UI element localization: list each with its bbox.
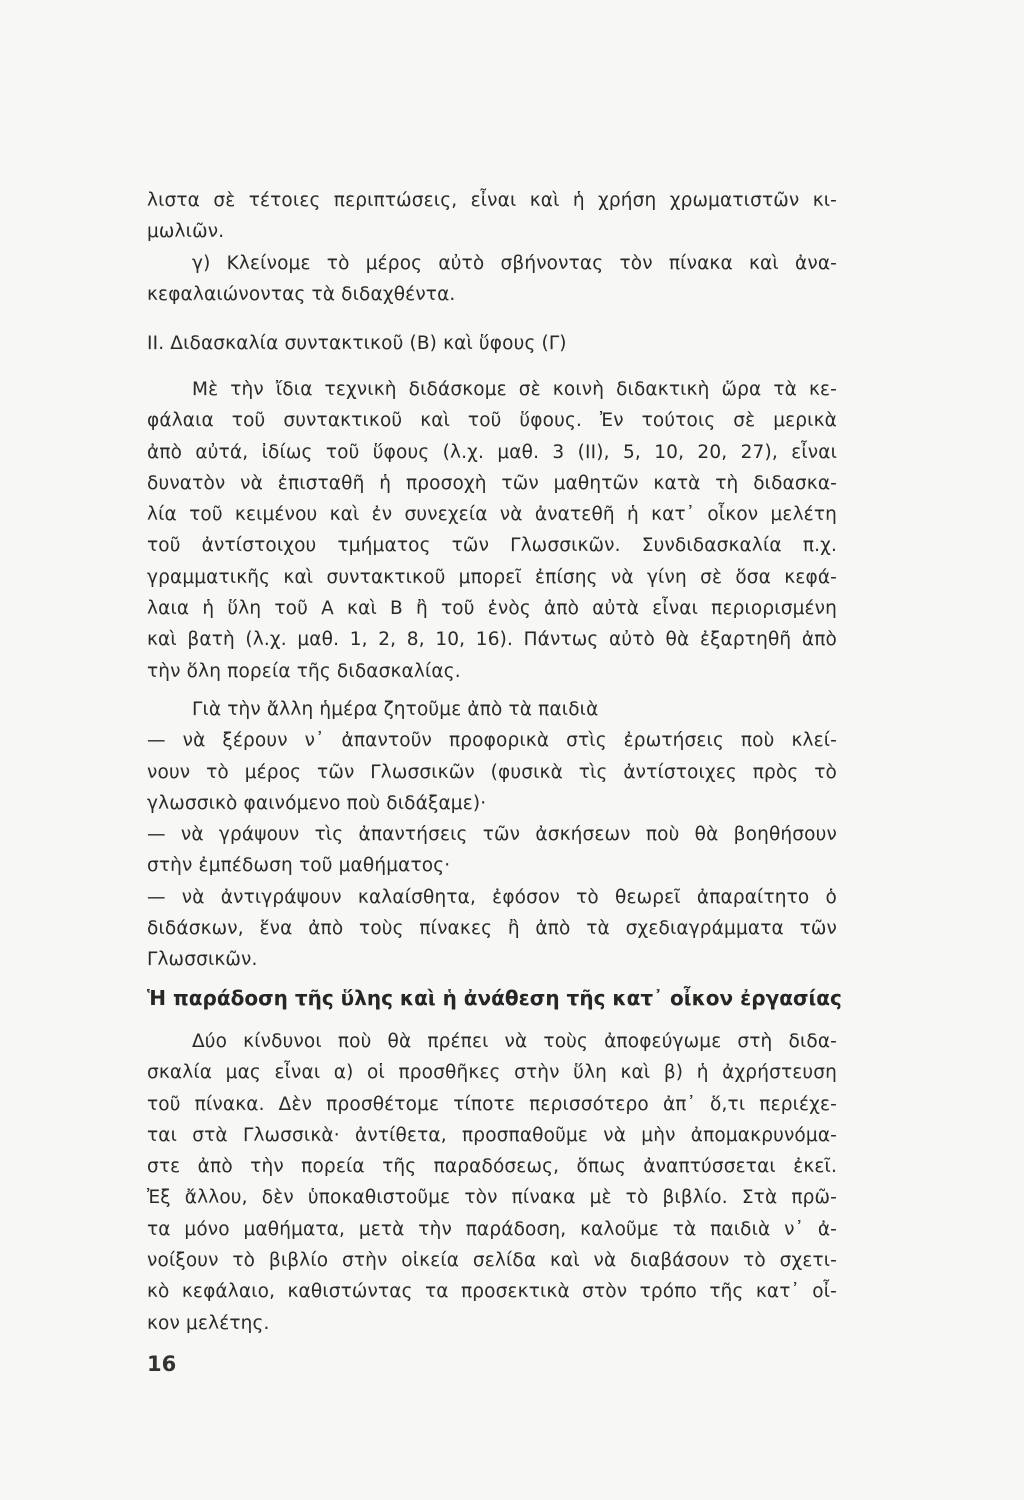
page-number: 16 [147,1352,177,1376]
text-line: λία τοῦ κειμένου καὶ ἐν συνεχεία νὰ ἀνατεθῆ ἡ κατ᾽ οἶκον μελέτη [147,504,837,526]
text-line: τοῦ ἀντίστοιχου τμήματος τῶν Γλωσσικῶν. Συνδιδασκαλία π.χ. [147,535,837,557]
text-line: κὸ κεφάλαιο, καθιστώντας τα προσεκτικὰ στὸν τρόπο τῆς κατ᾽ οἶ- [147,1281,837,1303]
text-line: φάλαια τοῦ συντακτικοῦ καὶ τοῦ ὕφους. Ἐν τούτοις σὲ μερικὰ [147,410,837,432]
list-item: — νὰ γράψουν τὶς ἀπαντήσεις τῶν ἀσκήσεων ποὺ θὰ βοηθήσουν [147,824,837,846]
paragraph-syntax [147,374,837,687]
text-line: νουν τὸ μέρος τῶν Γλωσσικῶν (φυσικὰ τὶς ἀντίστοιχες πρὸς τὸ [147,761,837,783]
text-line: στε ἀπὸ τὴν πορεία τῆς παραδόσεως, ὅπως ἀναπτύσσεται ἐκεῖ. [147,1156,837,1178]
list-item: — νὰ ἀντιγράψουν καλαίσθητα, ἐφόσον τὸ θεωρεῖ ἀπαραίτητο ὁ [147,886,837,908]
text-line: Γλωσσικῶν. [147,949,258,971]
text-line: Μὲ τὴν ἴδια τεχνικὴ διδάσκομε σὲ κοινὴ διδακτικὴ ὥρα τὰ κε- [192,379,837,400]
text-line: Γιὰ τὴν ἄλλη ἡμέρα ζητοῦμε ἀπὸ τὰ παιδιὰ [192,699,599,720]
text-line: νοίξουν τὸ βιβλίο στὴν οἰκεία σελίδα καὶ νὰ διαβάσουν τὸ σχετι- [147,1250,837,1272]
section-heading: Ἡ παράδοση τῆς ὕλης καὶ ἡ ἀνάθεση τῆς κατ᾽ οἶκον ἐργασίας [147,986,842,1010]
text-line: τοῦ πίνακα. Δὲν προσθέτομε τίποτε περισσότερο ἀπ᾽ ὅ,τι περιέχε- [147,1093,837,1115]
paragraph-delivery [147,1026,837,1339]
paragraph-homework [147,694,837,976]
text-line: μωλιῶν. [147,221,225,243]
text-line: κεφαλαιώνοντας τὰ διδαχθέντα. [147,283,456,305]
text-line: λαια ἡ ὕλη τοῦ Α καὶ Β ἢ τοῦ ἑνὸς ἀπὸ αὐτὰ εἶναι περιορισμένη [147,598,837,620]
text-line: γλωσσικὸ φαινόμενο ποὺ διδάξαμε)· [147,792,487,814]
text-line: διδάσκων, ἕνα ἀπὸ τοὺς πίνακες ἢ ἀπὸ τὰ σχεδιαγράμματα τῶν [147,918,837,940]
section-title-text: ΙΙ. Διδασκαλία συντακτικοῦ (Β) καὶ ὕφους (Γ) [147,333,567,354]
text-line: ἀπὸ αὐτά, ἰδίως τοῦ ὕφους (λ.χ. μαθ. 3 (ΙΙ), 5, 10, 20, 27), εἶναι [147,441,837,463]
text-line: Ἐξ ἄλλου, δὲν ὑποκαθιστοῦμε τὸν πίνακα μὲ τὸ βιβλίο. Στὰ πρῶ- [147,1187,837,1209]
section-title [147,328,837,359]
text-line: κον μελέτης. [147,1312,270,1334]
text-line: τὴν ὅλη πορεία τῆς διδασκαλίας. [147,660,461,682]
text-line: τα μόνο μαθήματα, μετὰ τὴν παράδοση, καλοῦμε τὰ παιδιὰ ν᾽ ἀ- [147,1218,837,1240]
text-line: γραμματικῆς καὶ συντακτικοῦ μπορεῖ ἐπίσης νὰ γίνη σὲ ὅσα κεφά- [147,566,837,588]
text-line: γ) Κλείνομε τὸ μέρος αὐτὸ σβήνοντας τὸν πίνακα καὶ ἀνα- [192,252,837,274]
paragraph-intro [147,185,837,310]
text-line: καὶ βατὴ (λ.χ. μαθ. 1, 2, 8, 10, 16). Πάντως αὐτὸ θὰ ἐξαρτηθῆ ἀπὸ [147,629,837,651]
text-line: στὴν ἐμπέδωση τοῦ μαθήματος· [147,855,451,877]
list-item: — νὰ ξέρουν ν᾽ ἀπαντοῦν προφορικὰ στὶς ἐρωτήσεις ποὺ κλεί- [147,730,837,752]
text-line: Δύο κίνδυνοι ποὺ θὰ πρέπει νὰ τοὺς ἀποφεύγωμε στὴ διδα- [192,1031,837,1052]
text-line: ται στὰ Γλωσσικὰ· ἀντίθετα, προσπαθοῦμε νὰ μὴν ἀπομακρυνόμα- [147,1124,837,1146]
text-line: δυνατὸν νὰ ἐπισταθῆ ἡ προσοχὴ τῶν μαθητῶν κατὰ τὴ διδασκα- [147,472,837,494]
text-line: λιστα σὲ τέτοιες περιπτώσεις, εἶναι καὶ ἡ χρήση χρωματιστῶν κι- [147,190,837,211]
text-line: σκαλία μας εἶναι α) οἱ προσθῆκες στὴν ὕλη καὶ β) ἡ ἀχρήστευση [147,1062,837,1084]
